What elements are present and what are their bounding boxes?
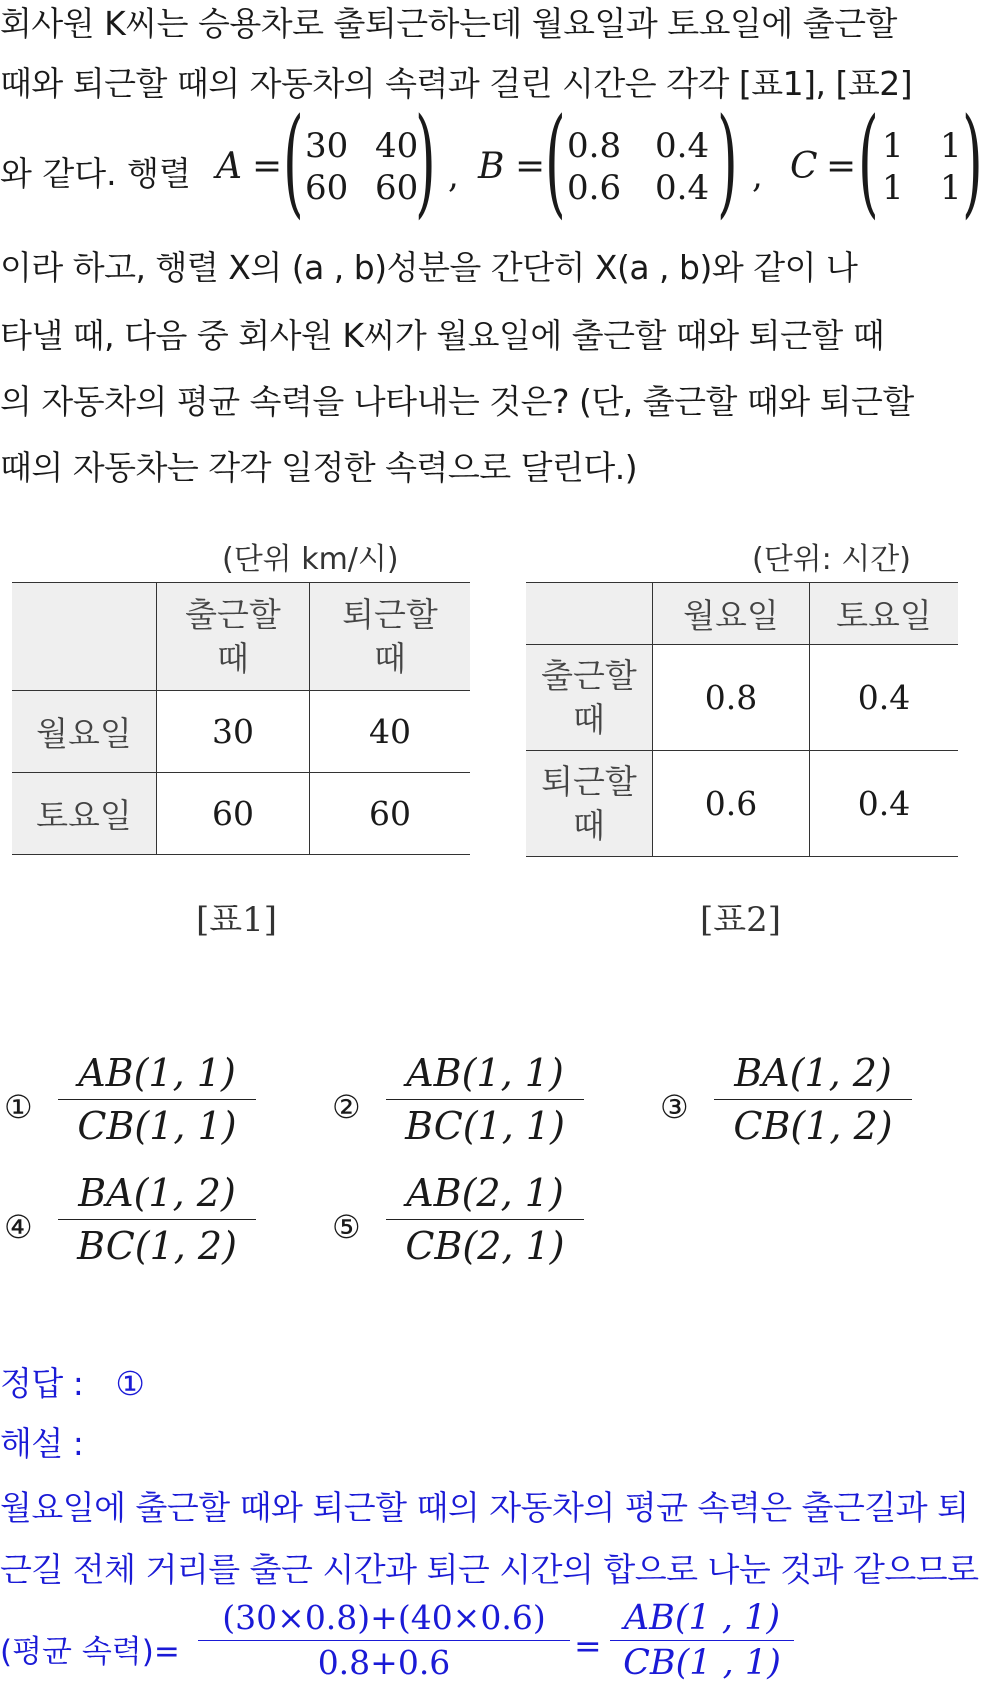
problem-line-2: 때와 퇴근할 때의 자동차의 속력과 걸린 시간은 각각 [표1], [표2] <box>0 64 913 103</box>
table2-row-label: 출근할 때 <box>526 645 653 751</box>
table1 <box>12 582 470 855</box>
option-number: ③ <box>660 1088 689 1126</box>
problem-line-1: 회사원 K씨는 승용차로 출퇴근하는데 월요일과 토요일에 출근할 <box>0 4 897 43</box>
matrix-a: ( 30 40 60 60 ) <box>283 92 436 230</box>
option-number: ⑤ <box>332 1208 361 1246</box>
explanation-line-1: 월요일에 출근할 때와 퇴근할 때의 자동차의 평균 속력은 출근길과 퇴 <box>0 1488 969 1527</box>
table2-corner <box>526 583 653 645</box>
option-number: ① <box>4 1088 33 1126</box>
table2-cell: 0.4 <box>810 645 959 751</box>
table2-caption: [표2] <box>700 900 782 940</box>
table2 <box>526 582 958 857</box>
table1-caption: [표1] <box>196 900 278 940</box>
explanation-formula <box>0 1598 993 1692</box>
explanation-line-2: 근길 전체 거리를 출근 시간과 퇴근 시간의 합으로 나눈 것과 같으므로 <box>0 1550 979 1589</box>
option-numerator: BA(1, 2) <box>78 1171 236 1215</box>
formula-numerator: (30×0.8)+(40×0.6) <box>222 1598 546 1637</box>
formula-label: (평균 속력)= <box>0 1634 180 1670</box>
option-numerator: BA(1, 2) <box>734 1051 892 1095</box>
option-denominator: CB(2, 1) <box>405 1224 565 1268</box>
table1-row-label: 월요일 <box>12 691 157 773</box>
formula-numerator-2: AB(1 , 1) <box>623 1598 781 1638</box>
answer-line <box>0 1362 144 1406</box>
table2-row-label: 퇴근할 때 <box>526 751 653 857</box>
table1-unit: (단위 km/시) <box>222 542 399 577</box>
table1-header-return: 퇴근할 때 <box>310 583 471 691</box>
matrix-definition-line: 와 같다. 행렬 A = ( 30 40 60 60 ) , B = ( 0.8 0.4 0.6 0.4 ) , C = ( 1 1 1 1 ) <box>0 112 993 222</box>
formula-equals: = <box>574 1626 602 1665</box>
problem-line-3-text: 와 같다. 행렬 <box>0 154 191 193</box>
matrix-c: ( 1 1 1 1 ) <box>858 92 983 230</box>
table1-cell: 40 <box>310 691 471 773</box>
option-number: ④ <box>4 1208 33 1246</box>
matrix-a-label: A <box>216 146 242 187</box>
matrix-c-label: C <box>790 146 818 187</box>
table2-header-monday: 월요일 <box>653 583 810 645</box>
option-number: ② <box>332 1088 361 1126</box>
table1-cell: 30 <box>157 691 310 773</box>
table1-cell: 60 <box>310 773 471 855</box>
option-denominator: CB(1, 1) <box>77 1104 237 1148</box>
formula-denominator-2: CB(1 , 1) <box>623 1643 781 1683</box>
table1-header-commute: 출근할 때 <box>157 583 310 691</box>
matrix-b: ( 0.8 0.4 0.6 0.4 ) <box>545 92 738 230</box>
table2-cell: 0.6 <box>653 751 810 857</box>
table2-header-saturday: 토요일 <box>810 583 959 645</box>
problem-line-6: 의 자동차의 평균 속력을 나타내는 것은? (단, 출근할 때와 퇴근할 <box>0 382 914 421</box>
option-numerator: AB(2, 1) <box>406 1171 564 1215</box>
option-numerator: AB(1, 1) <box>78 1051 236 1095</box>
option-denominator: BC(1, 1) <box>405 1104 565 1148</box>
table1-cell: 60 <box>157 773 310 855</box>
problem-line-7: 때의 자동차는 각각 일정한 속력으로 달린다.) <box>0 448 638 487</box>
problem-line-4: 이라 하고, 행렬 X의 (a , b)성분을 간단히 X(a , b)와 같이 나 <box>0 248 858 287</box>
problem-line-5: 타낼 때, 다음 중 회사원 K씨가 월요일에 출근할 때와 퇴근할 때 <box>0 316 885 355</box>
explanation-label: 해설 : <box>0 1424 84 1463</box>
table2-cell: 0.4 <box>810 751 959 857</box>
table1-row-label: 토요일 <box>12 773 157 855</box>
option-denominator: CB(1, 2) <box>733 1104 893 1148</box>
answer-value: ① <box>115 1364 145 1403</box>
matrix-b-label: B <box>478 146 505 187</box>
table1-corner <box>12 583 157 691</box>
formula-denominator: 0.8+0.6 <box>317 1643 451 1682</box>
option-denominator: BC(1, 2) <box>77 1224 237 1268</box>
table2-unit: (단위: 시간) <box>752 542 911 577</box>
answer-label: 정답 : <box>0 1364 84 1403</box>
option-numerator: AB(1, 1) <box>406 1051 564 1095</box>
table2-cell: 0.8 <box>653 645 810 751</box>
